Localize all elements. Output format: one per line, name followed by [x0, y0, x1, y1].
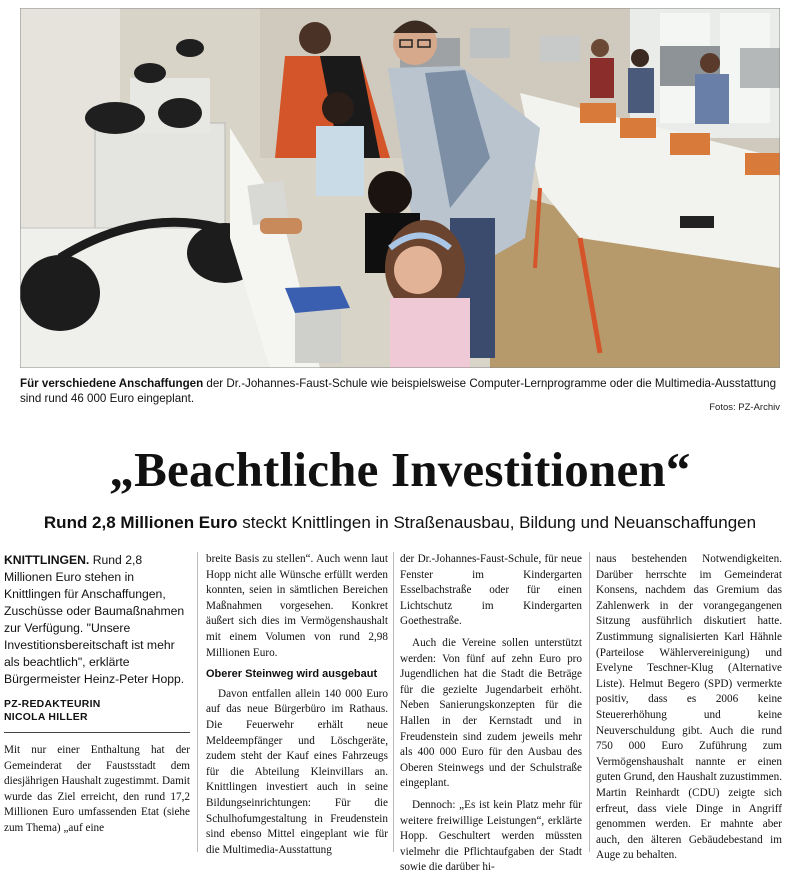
body-paragraph: Dennoch: „Es ist kein Platz mehr für weitere freiwillige Leistungen“, erklärte Hopp. Geschultert werden müssten vielmehr die Pflichtaufgaben der Stadt sowie die darüber hi- — [400, 798, 582, 874]
lead-text: Rund 2,8 Millionen Euro stehen in Knittlingen für Anschaffungen, Zuschüsse oder Baumaßnahmen zur Verfügung. "Unsere Investitionsbereitschaft ist mehr als beachtlich", erklärte Bürgermeister Heinz-Peter Hopp. — [4, 553, 185, 686]
byline-divider — [4, 732, 190, 733]
dateline: KNITTLINGEN. — [4, 553, 90, 567]
caption-lead: Für verschiedene Anschaffungen — [20, 377, 204, 390]
article-column-3 — [400, 552, 582, 876]
photo-credit: Fotos: PZ-Archiv — [709, 402, 780, 413]
body-paragraph: naus bestehenden Notwendigkeiten. Darüber herrschte im Gemeinderat Konsens, nachdem das Gremium das Zahlenwerk in der vorangegangenen Sitzung ausführlich diskutiert hatte. Zustimmung signalisierten Karl Hähnle (Parteilose Wählervereinigung) und Evelyne Teschner-Klug (Alternative Liste). Helmut Begero (SPD) vermerkte positiv, dass es 2006 keine Steuererhöhung und keine Neuverschuldung gibt. Auch die rund 750 000 Euro Zuführung zum Vermögenshaushalt nannte er einen guten Grund, den Haushalt zuzustimmen. Martin Reinhardt (CDU) zeigte sich erfreut, dass viele Dinge in Angriff genommen werden. Er mahnte aber auch, den älteren Gebäudebestand im Auge zu behalten. — [596, 553, 782, 862]
caption-text: der Dr.-Johannes-Faust-Schule wie beispielsweise Computer-Lernprogramme oder die Multimedia-Ausstattung sind rund 46 000 Euro eingeplant. — [20, 377, 777, 405]
section-subtitle: Oberer Steinweg wird ausgebaut — [206, 668, 378, 681]
body-paragraph: der Dr.-Johannes-Faust-Schule, für neue Fenster im Kindergarten Esselbachstraße oder für einen Lichtschutz im Kindergarten Goethestraße. — [400, 553, 582, 628]
subhead-text: steckt Knittlingen in Straßenausbau, Bildung und Neuanschaffungen — [237, 513, 757, 532]
body-paragraph: breite Basis zu stellen“. Auch wenn laut Hopp nicht alle Wünsche erfüllt werden konnten, seien in sämtlichen Bereichen Maßnahmen vorgesehen. Konkret äußert sich dies im Vermögenshaushalt mit einem Volumen von rund 2,98 Millionen Euro. — [206, 553, 388, 659]
article-column-4 — [596, 552, 782, 864]
article-column-2 — [206, 552, 388, 858]
article-column-1 — [4, 552, 190, 837]
byline-role: PZ-REDAKTEURIN — [4, 699, 101, 710]
lead-paragraph — [4, 552, 190, 688]
column-divider — [197, 552, 198, 852]
body-paragraph: Auch die Vereine sollen unterstützt werden: Von fünf auf zehn Euro pro Jugendlichen hat die Stadt die Beträge für die gezielte Jugendarbeit erhöht. Neben Sanierungskonzepten für die Hallen in der Kernstadt und in Freudenstein sind zudem jeweils mehr als 400 000 Euro für den Ausbau des Oberen Steinwegs und der Schulstraße eingeplant. — [400, 636, 582, 790]
byline — [4, 698, 190, 724]
byline-author: NICOLA HILLER — [4, 712, 88, 723]
subhead-bold: Rund 2,8 Millionen Euro — [43, 513, 238, 532]
column-divider — [393, 552, 394, 852]
subheadline — [0, 513, 800, 533]
headline: „Beachtliche Investitionen“ — [109, 442, 691, 497]
classroom-photo-illustration — [20, 8, 780, 368]
column-divider — [589, 552, 590, 852]
photo-caption — [20, 376, 780, 406]
article-photo — [20, 8, 780, 368]
body-paragraph: Mit nur einer Enthaltung hat der Gemeinderat der Faustsstadt dem diesjährigen Haushalt zugestimmt. Damit wurde das Ziel erreicht, den rund 17,2 Millionen Euro umfassenden Etat (siehe zum Thema) „auf eine — [4, 744, 190, 834]
body-paragraph: Davon entfallen allein 140 000 Euro auf das neue Bürgerbüro im Rathaus. Die Feuerwehr erhält neue Meldeempfänger und Löschgeräte, zudem steht der Kauf eines Fahrzeugs für die Abteilung Kleinvillars an. Knittlingen investiert auch in seine Bildungseinrichtungen: Für die Schulhofumgestaltung in Freudenstein sind ebenso Mittel eingeplant wie für die Multimedia-Ausstattung — [206, 687, 388, 856]
